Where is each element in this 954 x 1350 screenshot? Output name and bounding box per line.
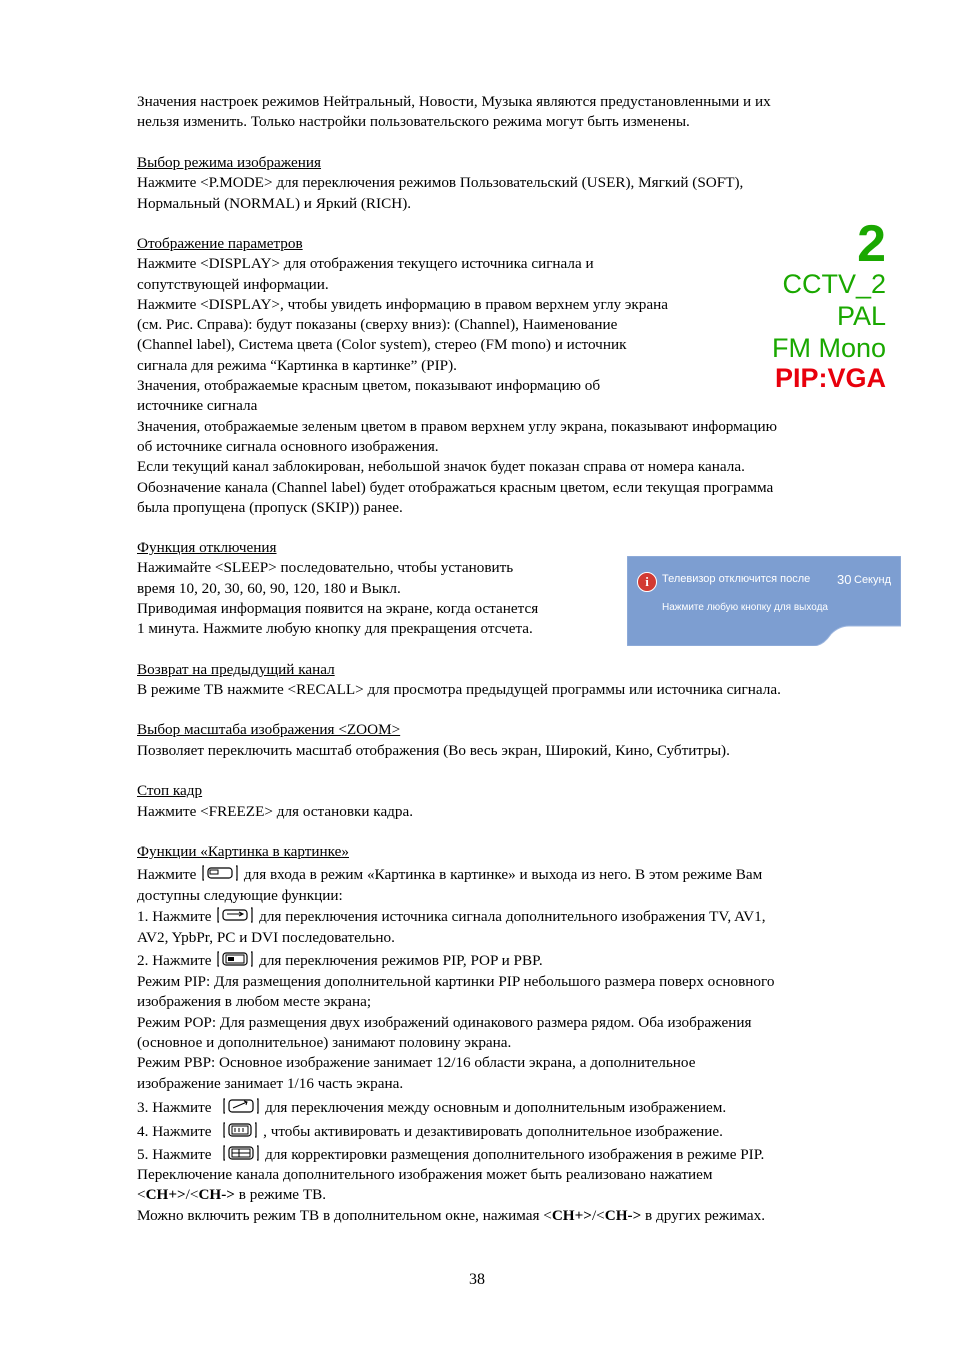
- pip-line-1: [137, 907, 766, 927]
- swap-button-icon: [217, 1098, 259, 1114]
- display-line-13: была пропущена (пропуск (SKIP)) ранее.: [137, 499, 403, 516]
- pip-line-6: [137, 1206, 765, 1226]
- pip-line-2g: Режим PBP: Основное изображение занимает 12/16 области экрана, а дополнительное: [137, 1054, 696, 1071]
- pip-line-5d-rest: в режиме ТВ.: [234, 1186, 327, 1203]
- sleep-dialog: [627, 556, 901, 646]
- pip-line-2f: (основное и дополнительное) занимают половину экрана.: [137, 1034, 512, 1051]
- pip-line-2d: изображения в любом месте экрана;: [137, 993, 372, 1010]
- sleep-dialog-unit: Секунд: [854, 574, 891, 586]
- pip-line-4: [137, 1122, 723, 1142]
- pip-button-icon: [202, 865, 238, 881]
- pip-line-0c: доступны следующие функции:: [137, 887, 343, 904]
- sleep-dialog-seconds: 30: [837, 572, 852, 587]
- display-line-6: сигнала для режима “Картинка в картинке” (PIP).: [137, 357, 457, 374]
- osd-channel-label: CCTV_2: [782, 269, 886, 299]
- ch-plus-key: CH+>: [145, 1186, 186, 1203]
- pip-line-0-end: для входа в режим «Картинка в картинке» и выхода из него. В этом режиме Вам: [243, 866, 763, 883]
- pip-mode-button-icon: [217, 951, 253, 967]
- pip-line-1c: AV2, YpbPr, PC и DVI последовательно.: [137, 929, 395, 946]
- pip-line-5c: Переключение канала дополнительного изображения может быть реализовано нажатием: [137, 1166, 713, 1183]
- display-line-5: (Channel label), Система цвета (Color system), стерео (FM mono) и источник: [137, 336, 627, 353]
- sleep-line-4: 1 минута. Нажмите любую кнопку для прекращения отсчета.: [137, 620, 533, 637]
- sleep-dialog-hint: Нажмите любую кнопку для выхода: [662, 602, 828, 613]
- pip-line-5d-lt: <: [137, 1186, 146, 1203]
- pip-toggle-button-icon: [217, 1122, 257, 1138]
- pip-line-6-start: Можно включить режим ТВ в дополнительном окне, нажимая <: [137, 1207, 552, 1224]
- display-line-7: Значения, отображаемые красным цветом, показывают информацию об: [137, 377, 601, 394]
- pip-heading: Функции «Картинка в картинке»: [137, 843, 349, 860]
- pip-line-5: [137, 1145, 764, 1165]
- pip-position-button-icon: [217, 1145, 259, 1161]
- sleep-line-3: Приводимая информация появится на экране, когда останется: [137, 600, 539, 617]
- pmode-line-1: Нажмите <P.MODE> для переключения режимов Пользовательский (USER), Мягкий (SOFT),: [137, 174, 744, 191]
- pip-line-6-sep: /<: [591, 1207, 605, 1224]
- pip-line-1-end: для переключения источника сигнала дополнительного изображения TV, AV1,: [259, 908, 766, 925]
- pip-line-4-start: 4. Нажмите: [137, 1123, 212, 1140]
- freeze-line-1: Нажмите <FREEZE> для остановки кадра.: [137, 803, 414, 820]
- pip-line-6-end: в других режимах.: [641, 1207, 766, 1224]
- pip-line-2c: Режим PIP: Для размещения дополнительной картинки PIP небольшого размера поверх основного: [137, 973, 775, 990]
- pip-line-5d-sep: /<: [185, 1186, 199, 1203]
- page-number: 38: [469, 1271, 485, 1288]
- pip-line-0-start: Нажмите: [137, 866, 197, 883]
- recall-heading: Возврат на предыдущий канал: [137, 661, 335, 678]
- pip-line-2: [137, 951, 543, 971]
- zoom-heading: Выбор масштаба изображения <ZOOM>: [137, 721, 401, 738]
- display-line-8: источнике сигнала: [137, 397, 258, 414]
- pip-line-2h: изображение занимает 1/16 часть экрана.: [137, 1075, 404, 1092]
- pip-line-3-end: для переключения между основным и дополнительным изображением.: [265, 1099, 727, 1116]
- zoom-line-1: Позволяет переключить масштаб отображения (Во весь экран, Широкий, Кино, Субтитры).: [137, 742, 730, 759]
- pip-line-2-start: 2. Нажмите: [137, 952, 212, 969]
- info-icon: i: [637, 572, 657, 592]
- osd-channel-number: 2: [857, 215, 886, 273]
- intro-line-2: нельзя изменить. Только настройки пользовательского режима могут быть изменены.: [137, 113, 690, 130]
- pip-line-5d: [137, 1185, 326, 1205]
- display-line-3: Нажмите <DISPLAY>, чтобы увидеть информацию в правом верхнем углу экрана: [137, 296, 669, 313]
- freeze-heading: Стоп кадр: [137, 782, 203, 799]
- display-line-11: Если текущий канал заблокирован, небольшой значок будет показан справа от номера канала.: [137, 458, 745, 475]
- osd-stereo: FM Mono: [771, 333, 886, 363]
- display-line-4: (см. Рис. Справа): будут показаны (сверху вниз): (Channel), Наименование: [137, 316, 618, 333]
- pip-line-1-start: 1. Нажмите: [137, 908, 212, 925]
- pip-line-3: [137, 1098, 726, 1118]
- display-line-12: Обозначение канала (Channel label) будет отображаться красным цветом, если текущая программа: [137, 479, 774, 496]
- pip-line-4-end: , чтобы активировать и дезактивировать дополнительное изображение.: [263, 1123, 723, 1140]
- pip-line-2-end: для переключения режимов PIP, POP и PBP.: [259, 952, 543, 969]
- sleep-line-2: время 10, 20, 30, 60, 90, 120, 180 и Выкл.: [137, 580, 401, 597]
- intro-line-1: Значения настроек режимов Нейтральный, Новости, Музыка являются предустановленными и их: [137, 93, 771, 110]
- pmode-heading: Выбор режима изображения: [137, 154, 322, 171]
- ch-minus-key-2: CH->: [604, 1207, 642, 1224]
- pip-input-button-icon: [217, 907, 253, 923]
- osd-color-system: PAL: [836, 301, 886, 331]
- pip-line-2e: Режим POP: Для размещения двух изображений одинакового размера рядом. Оба изображения: [137, 1014, 752, 1031]
- pip-line-0: [137, 865, 762, 885]
- display-line-1: Нажмите <DISPLAY> для отображения текущего источника сигнала и: [137, 255, 594, 272]
- sleep-heading: Функция отключения: [137, 539, 277, 556]
- sleep-dialog-message: Телевизор отключится после: [662, 573, 811, 585]
- pip-line-5-end: для корректировки размещения дополнительного изображения в режиме PIP.: [265, 1146, 765, 1163]
- display-heading: Отображение параметров: [137, 235, 303, 252]
- sleep-line-1: Нажимайте <SLEEP> последовательно, чтобы установить: [137, 559, 514, 576]
- display-line-2: сопутствующей информации.: [137, 276, 329, 293]
- recall-line-1: В режиме ТВ нажмите <RECALL> для просмотра предыдущей программы или источника сигнала.: [137, 681, 781, 698]
- display-line-9: Значения, отображаемые зеленым цветом в правом верхнем углу экрана, показывают информацию: [137, 418, 778, 435]
- pip-line-3-start: 3. Нажмите: [137, 1099, 212, 1116]
- pmode-line-2: Нормальный (NORMAL) и Яркий (RICH).: [137, 195, 412, 212]
- display-line-10: об источнике сигнала основного изображения.: [137, 438, 439, 455]
- osd-pip-source: PIP:VGA: [774, 363, 886, 393]
- sleep-dialog-background: [627, 556, 901, 646]
- ch-minus-key: CH->: [198, 1186, 235, 1203]
- ch-plus-key-2: CH+>: [551, 1207, 592, 1224]
- pip-line-5-start: 5. Нажмите: [137, 1146, 212, 1163]
